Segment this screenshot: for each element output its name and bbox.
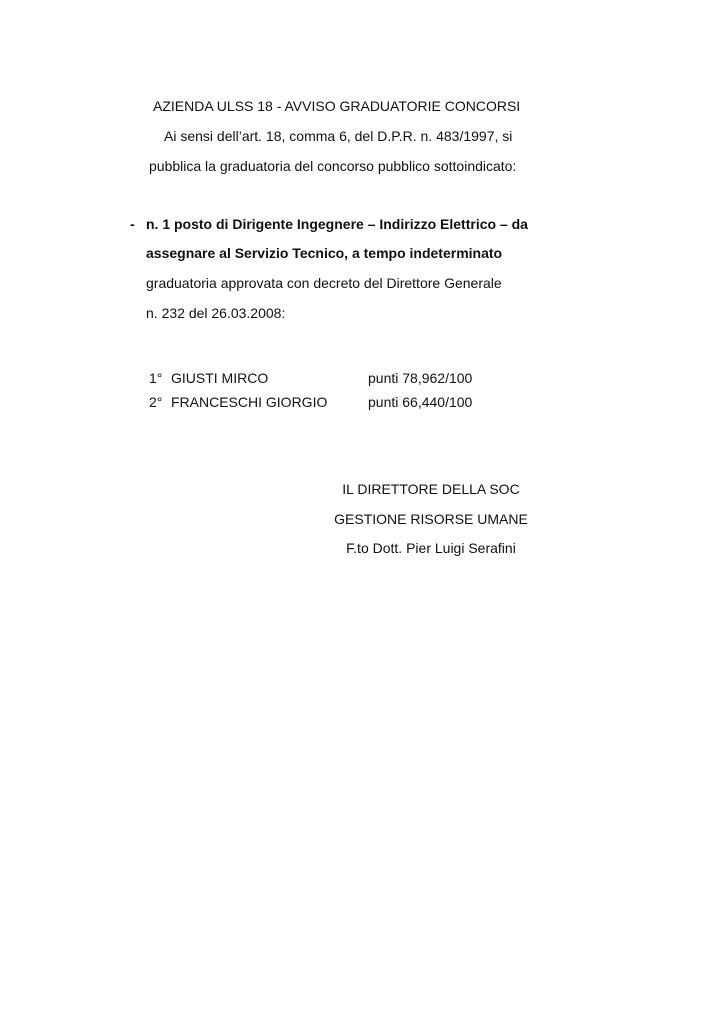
ranking-position: 2° (149, 394, 163, 410)
contest-bullet: - (130, 216, 135, 232)
ranking-position: 1° (149, 370, 163, 386)
contest-title-line-2: assegnare al Servizio Tecnico, a tempo indeterminato (146, 245, 503, 261)
ranking-score: punti 78,962/100 (368, 370, 473, 386)
ranking-name: FRANCESCHI GIORGIO (171, 394, 328, 410)
document-title: AZIENDA ULSS 18 - AVVISO GRADUATORIE CONCORSI (153, 98, 521, 114)
signature-line-3: F.to Dott. Pier Luigi Serafini (346, 540, 516, 556)
approval-line-2: n. 232 del 26.03.2008: (146, 305, 286, 321)
ranking-score: punti 66,440/100 (368, 394, 473, 410)
contest-title-line-1: n. 1 posto di Dirigente Ingegnere – Indirizzo Elettrico – da (146, 216, 528, 232)
ranking-name: GIUSTI MIRCO (171, 370, 269, 386)
signature-line-1: IL DIRETTORE DELLA SOC (342, 481, 520, 497)
intro-line-2: pubblica la graduatoria del concorso pubblico sottoindicato: (149, 158, 517, 174)
intro-line-1: Ai sensi dell’art. 18, comma 6, del D.P.R. n. 483/1997, si (164, 128, 513, 144)
signature-line-2: GESTIONE RISORSE UMANE (334, 511, 528, 527)
approval-line-1: graduatoria approvata con decreto del Direttore Generale (146, 275, 502, 291)
